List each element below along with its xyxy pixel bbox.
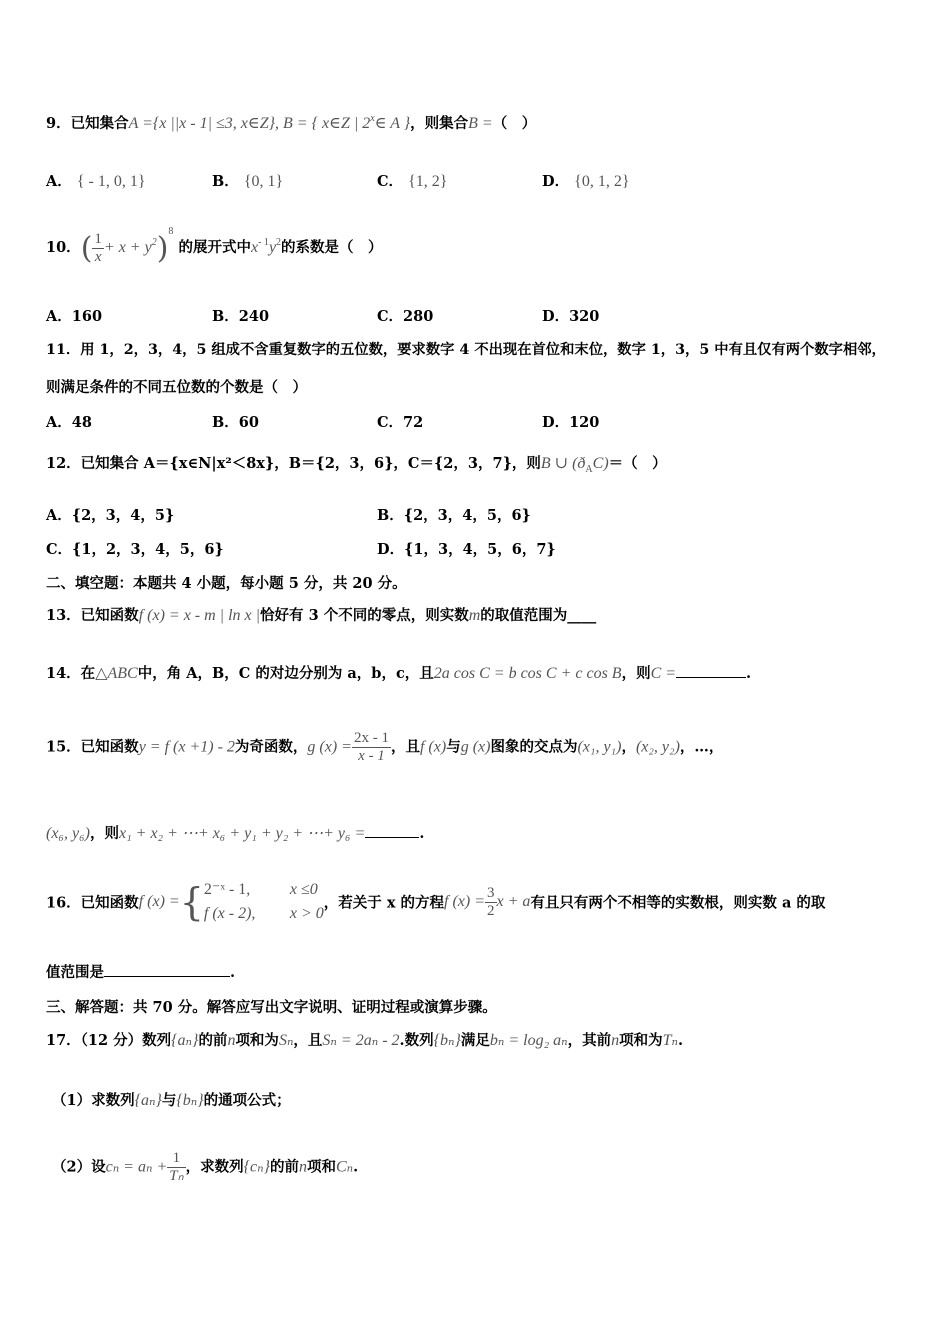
q10-stem: 10．( $\frac{1}{x}$ + $x + y^2)^8$ 的展开式中$x^{- 1}y^2$的系数是（ ）	[46, 226, 383, 266]
q15-stem-line1: 15．已知函数y = f (x +1) - 2为奇函数，g (x) = $\frac{2x - 1}{x - 1}$ ，且f (x)与g (x)图象的交点为(x₁, y₁)，(x₂, y₂)，…，	[46, 730, 724, 764]
q16-answer-blank[interactable]	[104, 962, 230, 977]
q9-set-definition: A ={x ||x - 1| ≤3, x∈Z}, B = { x∈Z | 2	[128, 115, 371, 132]
q11-option-c[interactable]: C．72	[377, 414, 424, 431]
q11-stem-line1: 11．用 1，2，3，4，5 组成不含重复数字的五位数，要求数字 4 不出现在首位和末位，数字 1，3，5 中有且仅有两个数字相邻，	[46, 342, 886, 358]
q15-stem-line2: (x₆, y₆)，则x₁ + x₂ + ⋯+ x₆ + y₁ + y₂ + ⋯+ y₆ = .	[46, 825, 425, 842]
q14-answer-blank[interactable]	[676, 663, 746, 678]
q17-stem: 17．（12 分）数列{aₙ}的前n项和为Sₙ，且Sₙ = 2aₙ - 2.数列{bₙ}满足bₙ = log₂ aₙ，其前n项和为Tₙ.	[46, 1032, 684, 1049]
section-solution-heading: 三、解答题：共 70 分。解答应写出文字说明、证明过程或演算步骤。	[46, 999, 497, 1016]
q12-option-d[interactable]: D．{1，3，4，5，6，7}	[377, 541, 556, 558]
q15-answer-blank[interactable]	[365, 823, 419, 838]
q10-option-b[interactable]: B．240	[212, 308, 270, 325]
q16-stem-line2: 值范围是 .	[46, 964, 236, 981]
q11-stem-line2: 则满足条件的不同五位数的个数是（ ）	[46, 379, 307, 396]
q17-part1: （1）求数列{aₙ}与{bₙ}的通项公式；	[52, 1092, 291, 1109]
q9-option-a[interactable]: A． { - 1, 0, 1}	[46, 173, 146, 190]
q11-option-b[interactable]: B．60	[212, 414, 259, 431]
q17-part2: （2）设cₙ = aₙ + $\frac{1}{\text{Tₙ}}$ ，求数列{cₙ}的前n项和Cₙ.	[52, 1150, 359, 1184]
q12-option-a[interactable]: A．{2，3，4，5}	[46, 507, 175, 524]
q11-option-a[interactable]: A．48	[46, 414, 92, 431]
section-fill-in-heading: 二、填空题：本题共 4 小题，每小题 5 分，共 20 分。	[46, 575, 407, 592]
q10-option-d[interactable]: D．320	[542, 308, 600, 325]
q12-stem: 12．已知集合 A＝{x∈N|x²＜8x}，B＝{2，3，6}，C＝{2，3，7}，则B ∪ $(ð_AC)=$（ ）	[46, 455, 667, 475]
q9-stem: 9．已知集合A ={x ||x - 1| ≤3, x∈Z}, B = { x∈Z | 2$^x$∈ A }，则集合B =（ ）	[46, 113, 537, 132]
q11-option-d[interactable]: D．120	[542, 414, 600, 431]
q12-option-c[interactable]: C．{1，2，3，4，5，6}	[46, 541, 224, 558]
q16-piecewise: 2⁻ˣ - 1, x ≤0 f (x - 2), x > 0	[203, 881, 324, 922]
q14-stem: 14．在△ABC中，角 A，B，C 的对边分别为 a，b，c，且2a cos C = b cos C + c cos B，则C = .	[46, 665, 752, 682]
q9-option-c[interactable]: C． {1, 2}	[377, 173, 448, 190]
q12-set-expression: B ∪ (ð	[540, 455, 586, 472]
q16-stem-line1: 16．已知函数f (x) ={ 2⁻ˣ - 1, x ≤0 f (x - 2), x > 0 ，若关于 x 的方程f (x) = $\frac{3}{2}$ x + a有且只有两个不相等的实数根，则实数 a 的取	[46, 880, 826, 924]
q10-fraction: $\frac{1}{x}$	[94, 230, 102, 265]
q9-option-b[interactable]: B． {0, 1}	[212, 173, 284, 190]
q10-option-a[interactable]: A．160	[46, 308, 103, 325]
q10-option-c[interactable]: C．280	[377, 308, 434, 325]
q12-option-b[interactable]: B．{2，3，4，5，6}	[377, 507, 531, 524]
q13-stem: 13．已知函数f (x) = x - m | ln x |恰好有 3 个不同的零点，则实数m的取值范围为____	[46, 607, 597, 624]
q9-option-d[interactable]: D． {0, 1, 2}	[542, 173, 630, 190]
